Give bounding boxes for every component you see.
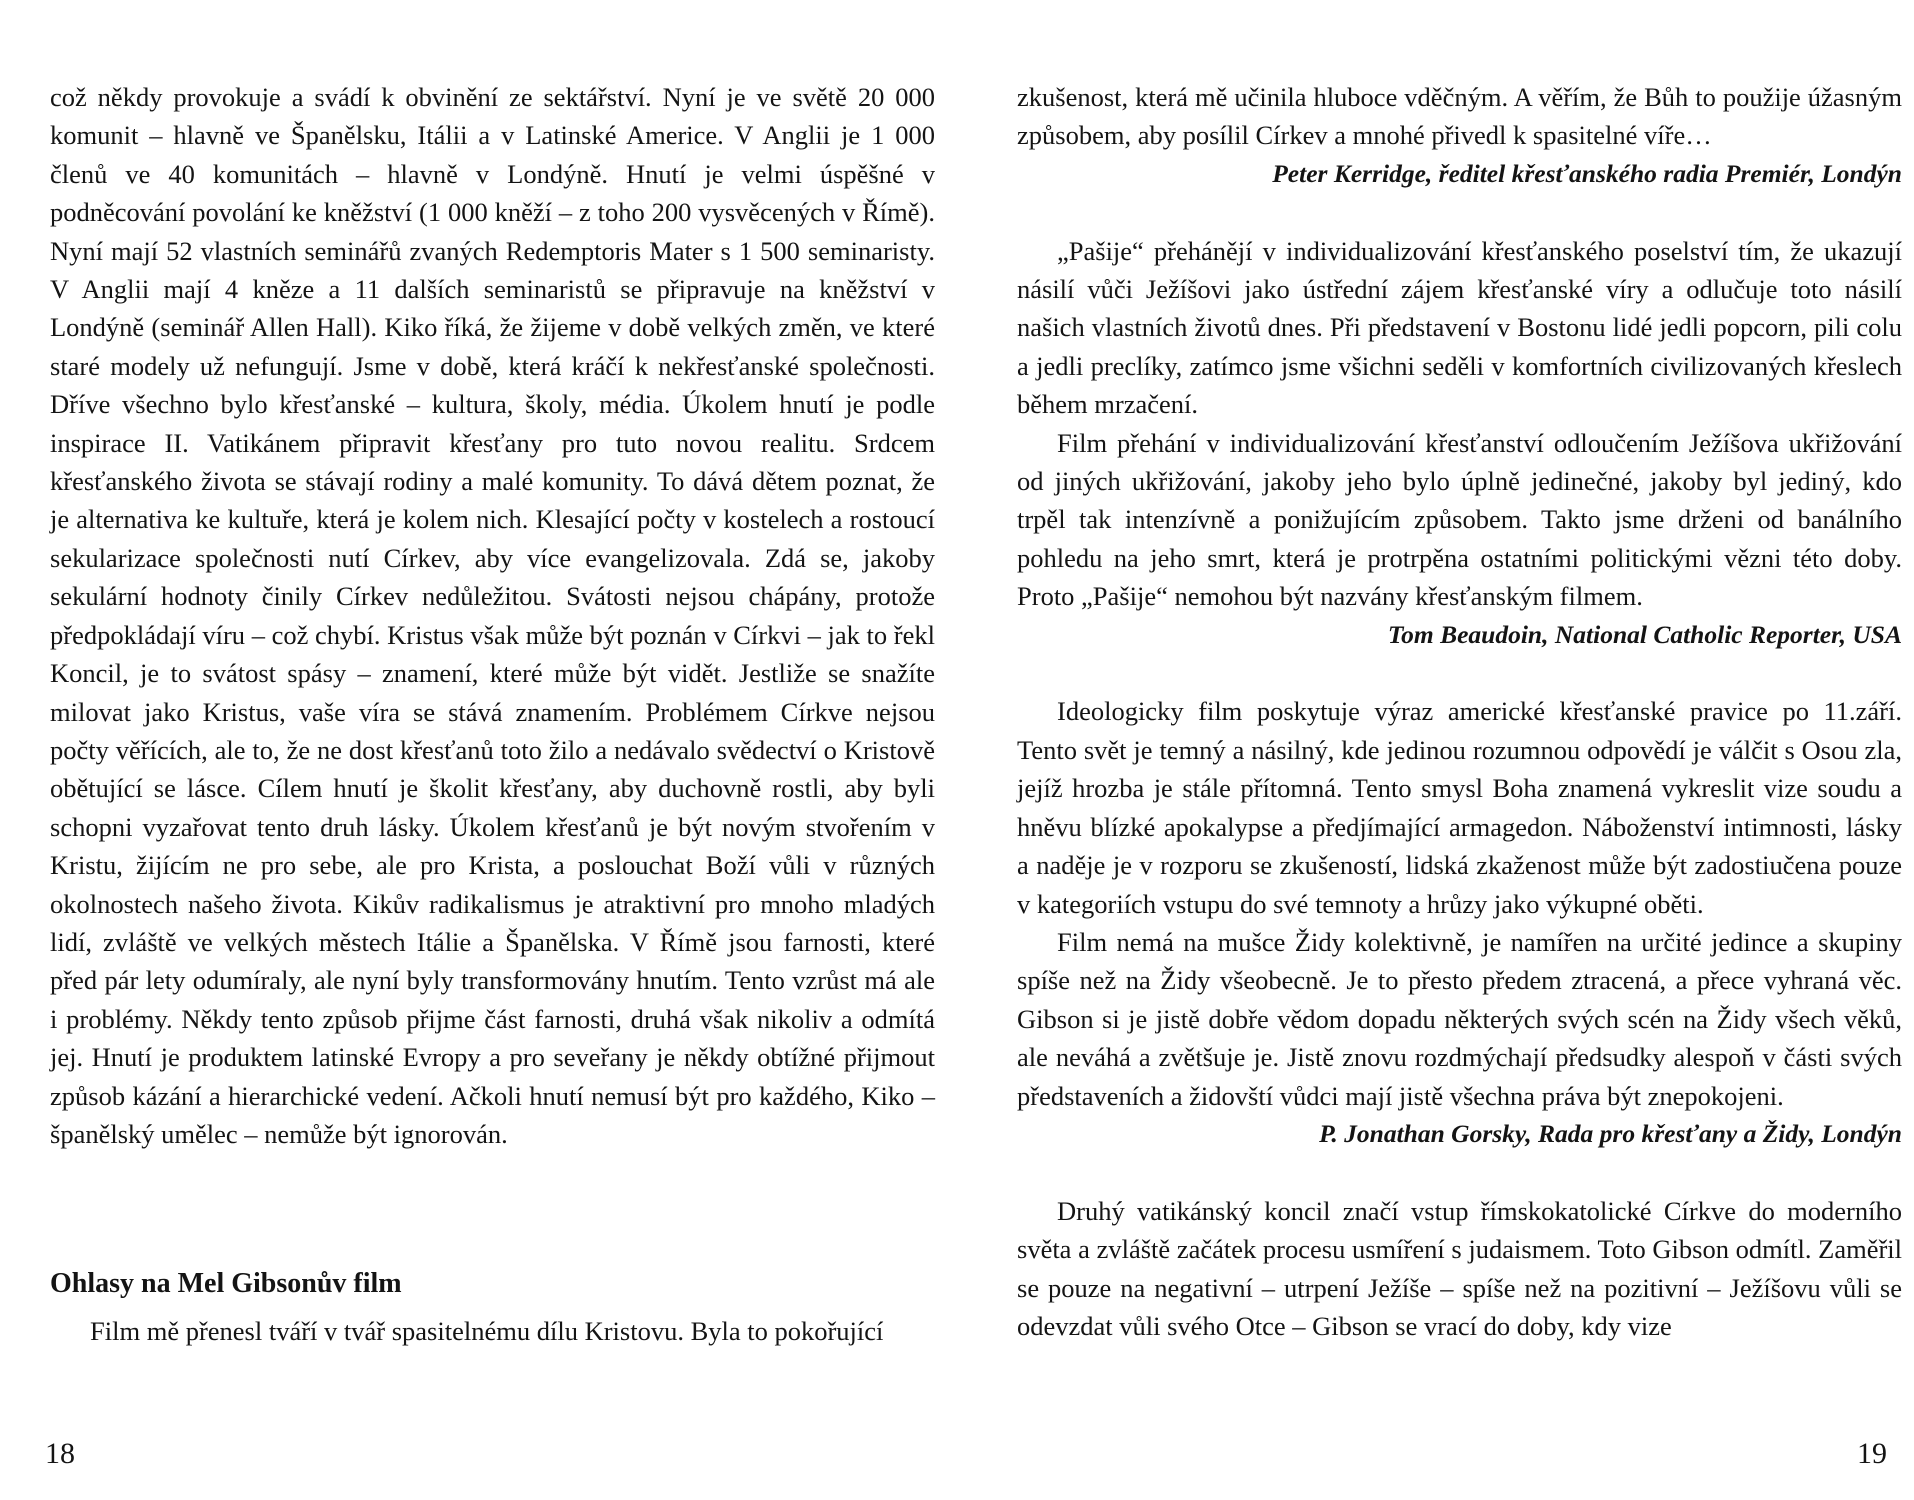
quote-continuation-paragraph: zkušenost, která mě učinila hluboce vděčným. A věřím, že Bůh to použije úžasným způsobem, aby posílil Církev a mnohé přivedl k spasitelné víře… — [1017, 82, 1902, 151]
vatican-council-paragraph: Druhý vatikánský koncil značí vstup římskokatolické Církve do moderního světa a zvláště začátek procesu usmíření s judaismem. Toto Gibson odmítl. Zaměřil se pouze na negativní – utrpení Ježíše – spíše než na pozitivní – Ježíšovu vůli se odevzdat vůli svého Otce – Gibson se vrací do doby, kdy vize — [1017, 1195, 1902, 1341]
section-heading: Ohlasy na Mel Gibsonův film — [50, 1268, 402, 1299]
ideology-paragraph: Ideologicky film poskytuje výraz americké křesťanské pravice po 11.září. Tento svět je temný a násilný, kde jedinou rozumnou odpovědí je válčit s Osou zla, jejíž hrozba je stále přítomná. Tento smysl Boha znamená vykreslit vize soudu a hněvu blízké apokalypse a předjímající armagedon. Náboženství intimnosti, lásky a naděje je v rozporu se zkušeností, lidská zkaženost může být zadostiučena pouze v kategoriích vstupu do své temnoty a hrůzy jako výkupné oběti. — [1017, 696, 1902, 919]
paragraph-gap — [1017, 193, 1902, 231]
attribution-gorsky: P. Jonathan Gorsky, Rada pro křesťany a Židy, Londýn — [1319, 1118, 1902, 1148]
paragraph-gap — [1017, 1153, 1902, 1191]
attribution-beaudoin: Tom Beaudoin, National Catholic Reporter, USA — [1387, 619, 1902, 649]
beaudoin-paragraph-2: Film přehání v individualizování křesťanství odloučením Ježíšova ukřižování od jiných ukřižování, jakoby jeho bylo úplně jedinečné, jakoby byl jediný, kdo trpěl tak intenzívně a ponižujícím způsobem. Takto jsme drženi od banálního pohledu na jeho smrt, která je protrpěna ostatními politickými vězni této doby. Proto „Pašije“ nemohou být nazvány křesťanským filmem. — [1017, 427, 1902, 612]
gorsky-paragraph: Film nemá na mušce Židy kolektivně, je namířen na určité jedince a skupiny spíše než na Židy všeobecně. Je to přesto předem ztracená, a přece vyhraná věc. Gibson si je jistě dobře vědom dopadu některých svých scén na Židy všech věků, ale neváhá a zvětšuje je. Jistě znovu rozdmýchají předsudky alespoň v části svých představeních a židovští vůdci mají jistě všechna práva být znepokojeni. — [1017, 926, 1902, 1111]
page-number-right: 19 — [1857, 1437, 1887, 1470]
left-text-column — [50, 78, 935, 1153]
page-number-left: 18 — [45, 1437, 75, 1470]
paragraph-gap — [1017, 654, 1902, 692]
right-text-column — [1017, 78, 1902, 1345]
left-body-paragraph: což někdy provokuje a svádí k obvinění ze sektářství. Nyní je ve světě 20 000 komunit – hlavně ve Španělsku, Itálii a v Latinské Americe. V Anglii je 1 000 členů ve 40 komunitách – hlavně v Londýně. Hnutí je velmi úspěšné v podněcování povolání ke kněžství (1 000 kněží – z toho 200 vysvěcených v Římě). Nyní mají 52 vlastních seminářů zvaných Redemptoris Mater s 1 500 seminaristy. V Anglii mají 4 kněze a 11 dalších seminaristů se připravuje na kněžství v Londýně (seminář Allen Hall). Kiko říká, že žijeme v době velkých změn, ve které staré modely už nefungují. Jsme v době, která kráčí k nekřesťanské společnosti. Dříve všechno bylo křesťanské – kultura, školy, média. Úkolem hnutí je podle inspirace II. Vatikánem připravit křesťany pro tuto novou realitu. Srdcem křesťanského života se stávají rodiny a malé komunity. To dává dětem poznat, že je alternativa ke kultuře, která je kolem nich. Klesající počty v kostelech a rostoucí sekularizace společnosti nutí Církev, aby více evangelizovala. Zdá se, jakoby sekulární hodnoty činily Církev nedůležitou. Svátosti nejsou chápány, protože předpokládají víru – což chybí. Kristus však může být poznán v Církvi – jak to řekl Koncil, je to svátost spásy – znamení, které může být vidět. Jestliže se snažíte milovat jako Kristus, vaše víra se stává znamením. Problémem Církve nejsou počty věřících, ale to, že ne dost křesťanů toto žilo a nedávalo svědectví o Kristově obětující se lásce. Cílem hnutí je školit křesťany, aby duchovně rostli, aby byli schopni vyzařovat tento druh lásky. Úkolem křesťanů je být novým stvořením v Kristu, žijícím ne pro sebe, ale pro Krista, a poslouchat Boží vůli v různých okolnostech našeho života. Kikův radikalismus je atraktivní pro mnoho mladých lidí, zvláště ve velkých městech Itálie a Španělska. V Římě jsou farnosti, které před pár lety odumíraly, ale nyní byly transformovány hnutím. Tento vzrůst má ale i problémy. Někdy tento způsob přijme část farnosti, druhá však nikoliv a odmítá jej. Hnutí je produktem latinské Evropy a pro seveřany je někdy obtížné přijmout způsob kázání a hierarchické vedení. Ačkoli hnutí nemusí být pro každého, Kiko – španělský umělec – nemůže být ignorován. — [50, 82, 935, 1149]
right-page — [957, 0, 1914, 1500]
section-intro-paragraph: Film mě přenesl tváří v tvář spasitelnému dílu Kristovu. Byla to pokořující — [90, 1316, 884, 1346]
beaudoin-paragraph-1: „Pašije“ přehánějí v individualizování křesťanského poselství tím, že ukazují násilí vůči Ježíšovi jako ústřední zájem křesťanské víry a odlučuje toto násilí našich vlastních životů dnes. Při představení v Bostonu lidé jedli popcorn, pili colu a jedli preclíky, zatímco jsme všichni seděli v komfortních civilizovaných křeslech během mrzačení. — [1017, 235, 1902, 420]
attribution-kerridge: Peter Kerridge, ředitel křesťanského radia Premiér, Londýn — [1272, 158, 1902, 188]
